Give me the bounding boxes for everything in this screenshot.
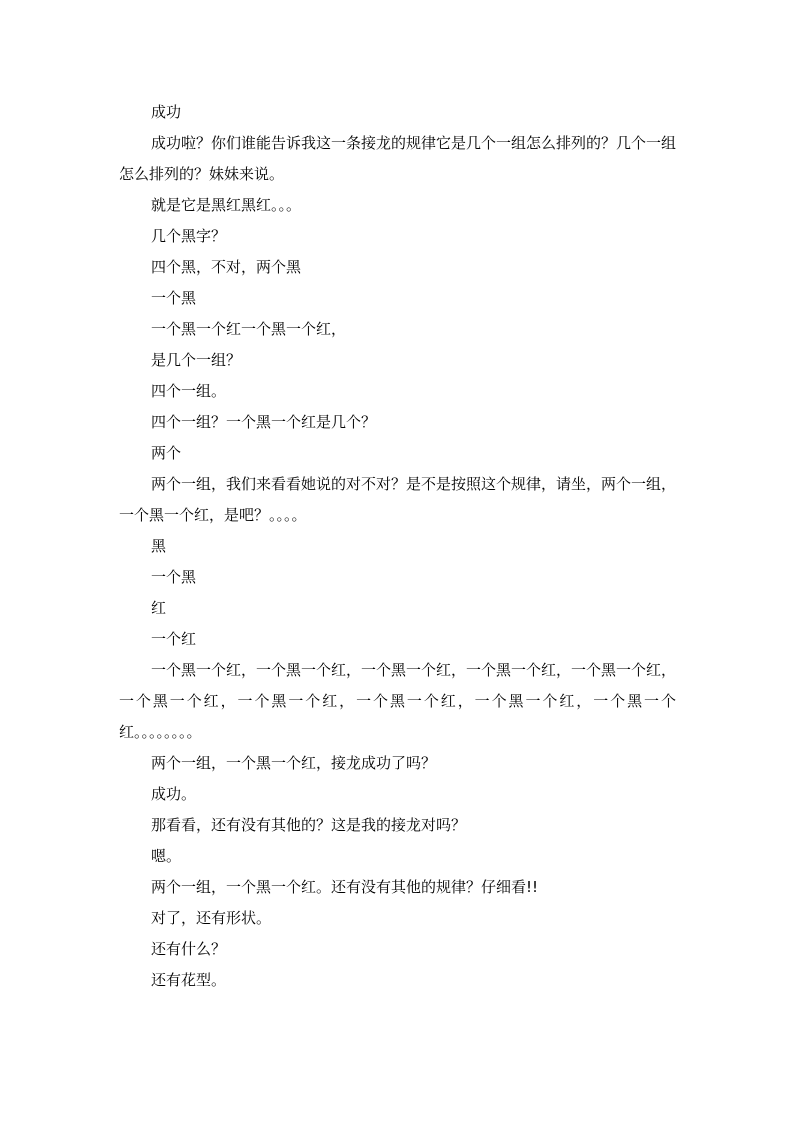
paragraph: 还有花型。 xyxy=(151,971,227,989)
paragraph: 几个黑字？ xyxy=(151,227,227,245)
paragraph: 那看看，还有没有其他的？这是我的接龙对吗？ xyxy=(151,816,467,834)
paragraph: 对了，还有形状。 xyxy=(151,909,272,927)
paragraph: 一个黑 xyxy=(151,568,197,586)
paragraph: 黑 xyxy=(151,537,167,555)
paragraph: 两个一组，一个黑一个红。还有没有其他的规律？仔细看!! xyxy=(151,878,539,896)
paragraph: 四个一组。 xyxy=(151,382,227,400)
paragraph: 成功。 xyxy=(151,785,197,803)
paragraph: 一个黑一个红，一个黑一个红，一个黑一个红，一个黑一个红，一个黑一个红，一个黑一个红，一个黑一个红，一个黑一个红，一个黑一个红，一个黑一个红。。。。。。。。 xyxy=(119,661,677,741)
paragraph: 两个 xyxy=(151,444,182,462)
paragraph: 成功啦？你们谁能告诉我这一条接龙的规律它是几个一组怎么排列的？几个一组怎么排列的？妹妹来说。 xyxy=(119,134,677,183)
paragraph: 一个红 xyxy=(151,630,197,648)
paragraph: 一个黑 xyxy=(151,289,197,307)
paragraph: 四个黑，不对，两个黑 xyxy=(151,258,302,276)
paragraph: 就是它是黑红黑红。。。 xyxy=(151,196,302,214)
paragraph: 是几个一组？ xyxy=(151,351,242,369)
document-body xyxy=(119,97,676,996)
paragraph: 两个一组，一个黑一个红，接龙成功了吗？ xyxy=(151,754,437,772)
paragraph: 两个一组，我们来看看她说的对不对？是不是按照这个规律，请坐，两个一组，一个黑一个红，是吧？。。。。 xyxy=(119,475,677,524)
paragraph: 红 xyxy=(151,599,167,617)
paragraph: 还有什么？ xyxy=(151,940,227,958)
paragraph: 成功 xyxy=(151,103,182,121)
paragraph: 四个一组？一个黑一个红是几个？ xyxy=(151,413,377,431)
paragraph: 嗯。 xyxy=(151,847,182,865)
paragraph: 一个黑一个红一个黑一个红， xyxy=(151,320,347,338)
